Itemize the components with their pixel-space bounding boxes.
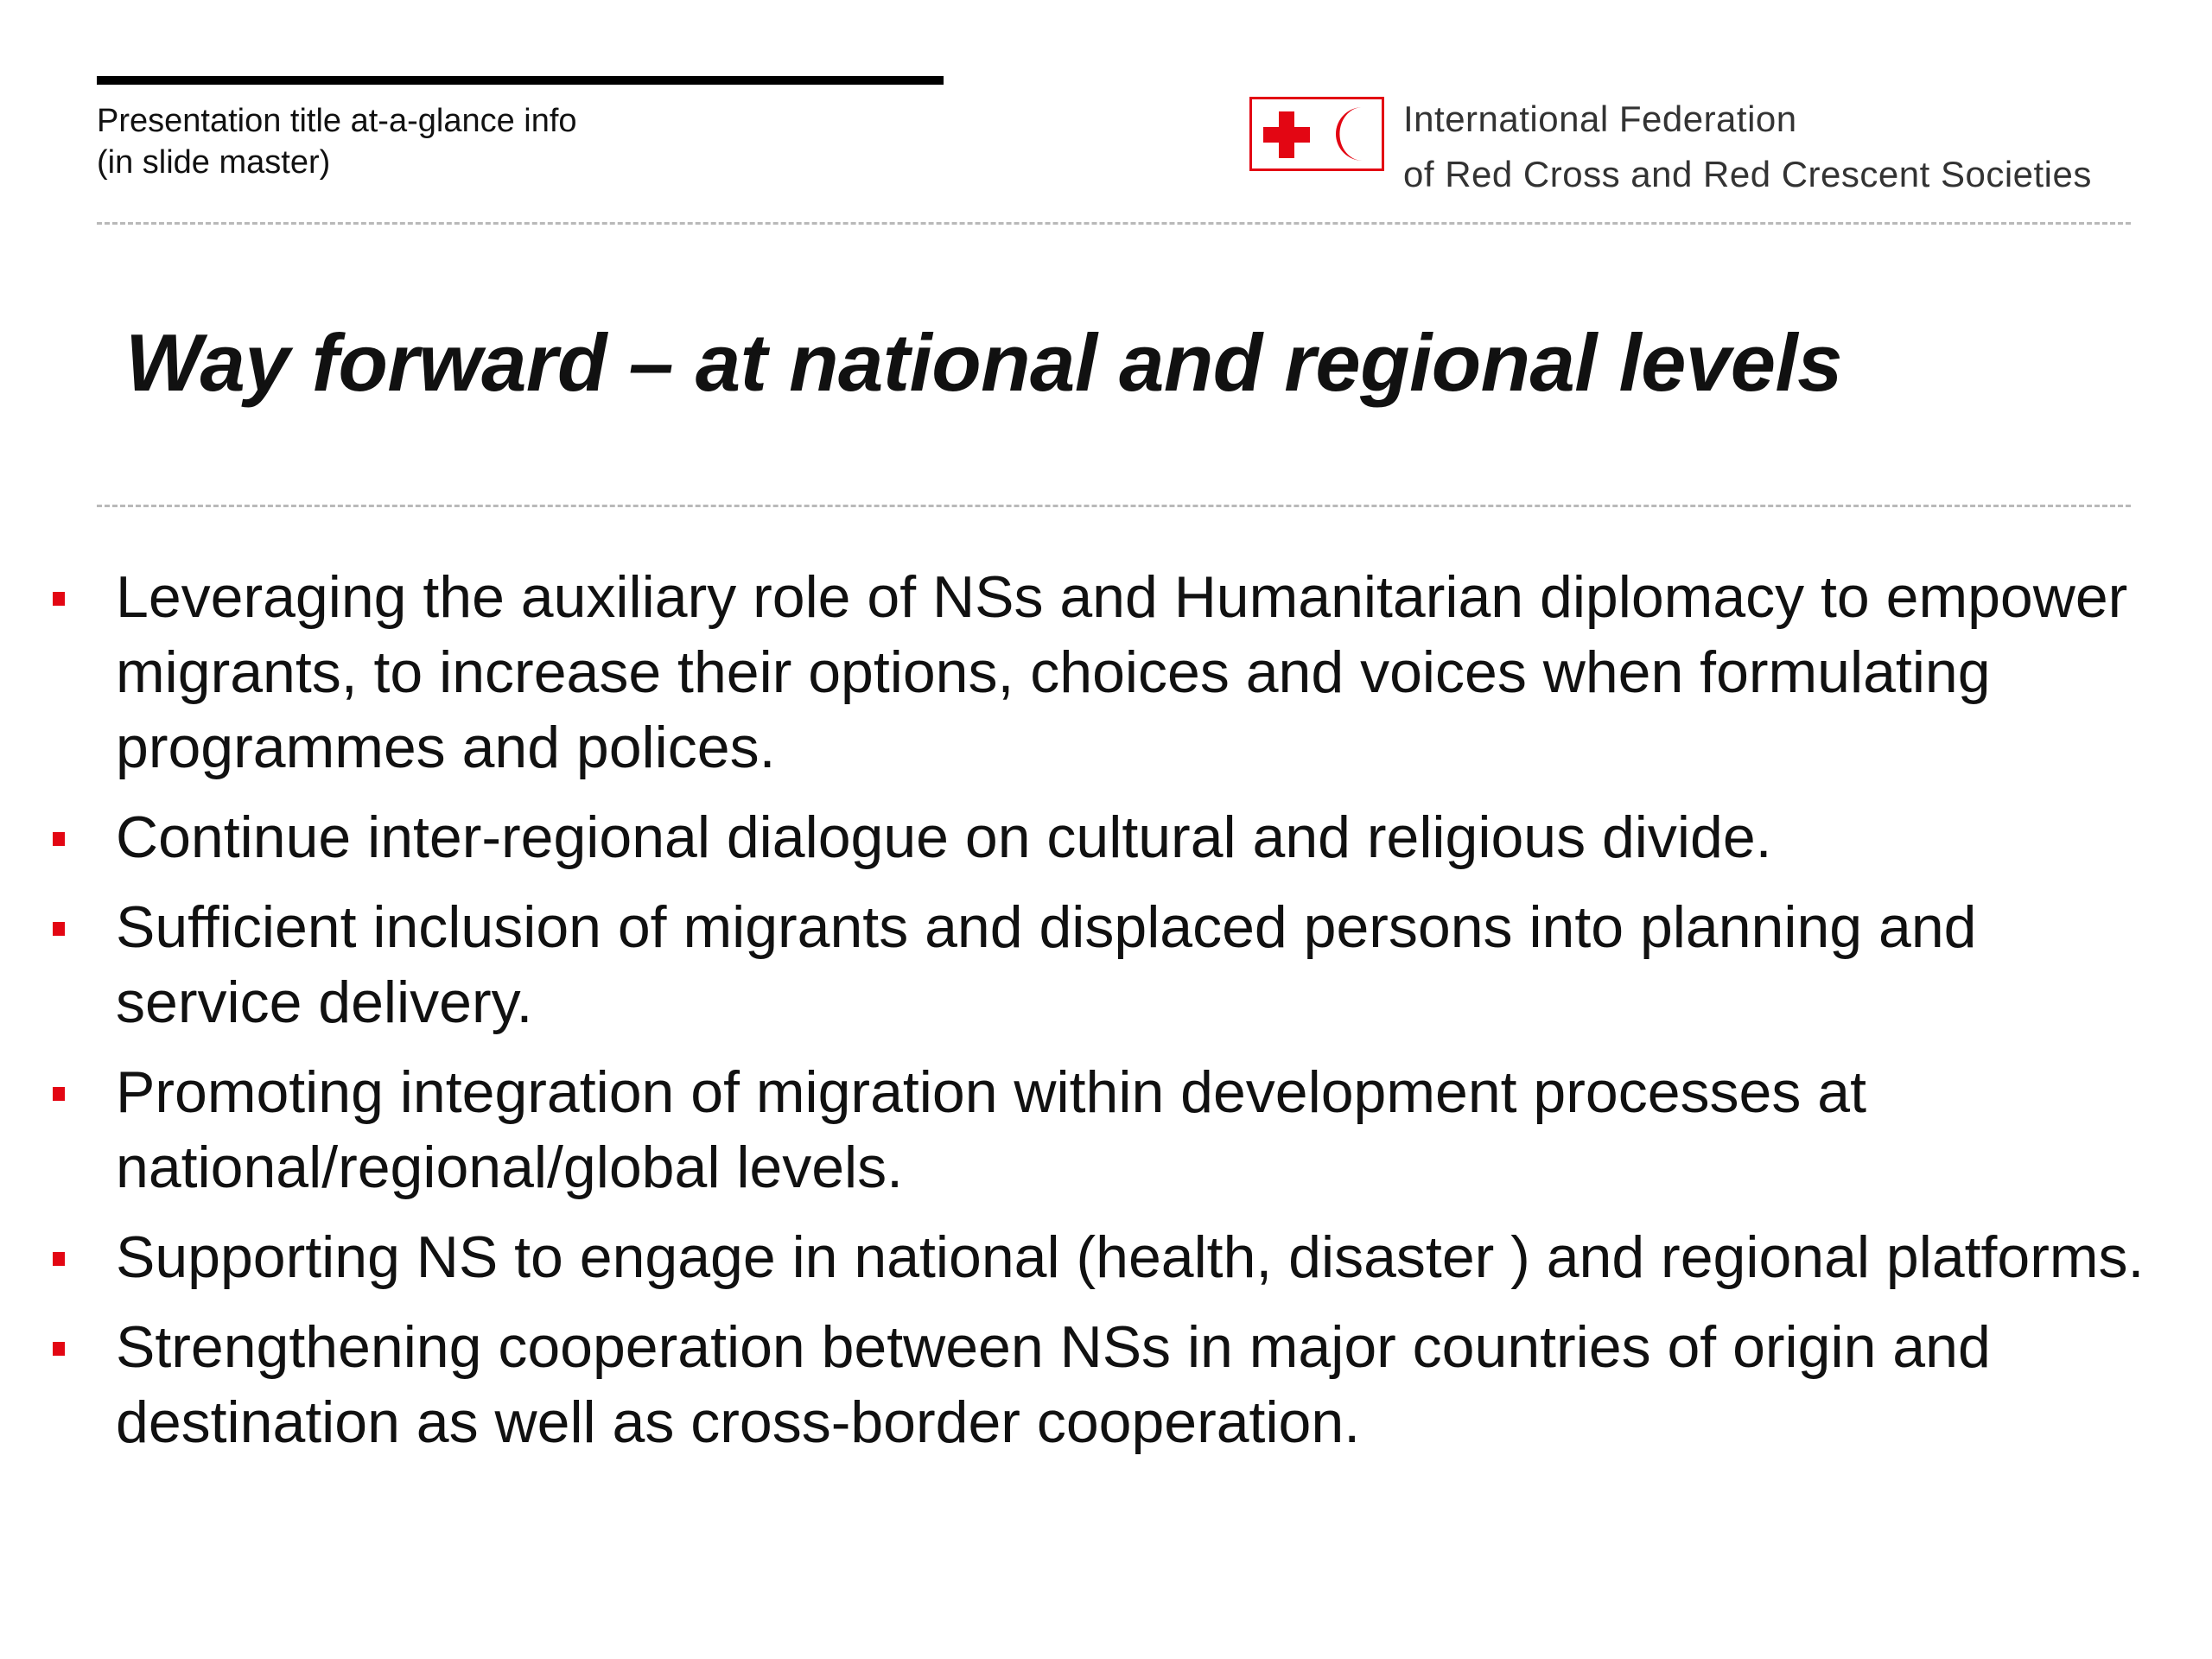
bullet-text: Continue inter-regional dialogue on cultural and religious divide.: [116, 804, 1772, 870]
bullet-item: [0, 560, 2212, 785]
bullet-text: Promoting integration of migration within development processes at national/regional/global levels.: [116, 1059, 1866, 1200]
title-divider: [97, 505, 2131, 507]
presentation-info-line-2: (in slide master): [97, 144, 331, 181]
bullet-text: Leveraging the auxiliary role of NSs and Humanitarian diplomacy to empower migrants, to increase their options, choices and voices when formulating programmes and polices.: [116, 564, 2128, 780]
bullet-item: [0, 1055, 2212, 1205]
presentation-title-info: [97, 100, 577, 183]
square-bullet-icon: [53, 1342, 65, 1356]
bullet-text: Strengthening cooperation between NSs in major countries of origin and destination as well as cross-border cooperation.: [116, 1314, 1991, 1455]
bullet-item: [0, 800, 2212, 875]
header-top-rule: [97, 76, 944, 85]
organization-name: [1403, 92, 2092, 202]
cross-horizontal-bar: [1263, 127, 1310, 143]
header-divider: [97, 222, 2131, 225]
square-bullet-icon: [53, 1252, 65, 1266]
crescent-shape: [1336, 107, 1363, 161]
bullet-text: Sufficient inclusion of migrants and displaced persons into planning and service delivery.: [116, 894, 1977, 1035]
square-bullet-icon: [53, 832, 65, 846]
square-bullet-icon: [53, 922, 65, 936]
bullet-list: [0, 560, 2212, 1475]
emblem-svg: [1252, 99, 1382, 168]
organization-name-line-2: of Red Cross and Red Crescent Societies: [1403, 154, 2092, 194]
bullet-item: [0, 890, 2212, 1040]
organization-name-line-1: International Federation: [1403, 99, 1797, 139]
red-cross-red-crescent-emblem-icon: [1249, 97, 1384, 171]
bullet-item: [0, 1310, 2212, 1460]
slide-title: Way forward – at national and regional levels: [125, 317, 1842, 408]
presentation-info-line-1: Presentation title at-a-glance info: [97, 103, 577, 139]
ifrc-logo: [1249, 92, 2092, 202]
square-bullet-icon: [53, 592, 65, 606]
bullet-text: Supporting NS to engage in national (health, disaster ) and regional platforms.: [116, 1224, 2145, 1290]
square-bullet-icon: [53, 1087, 65, 1101]
bullet-item: [0, 1220, 2212, 1295]
